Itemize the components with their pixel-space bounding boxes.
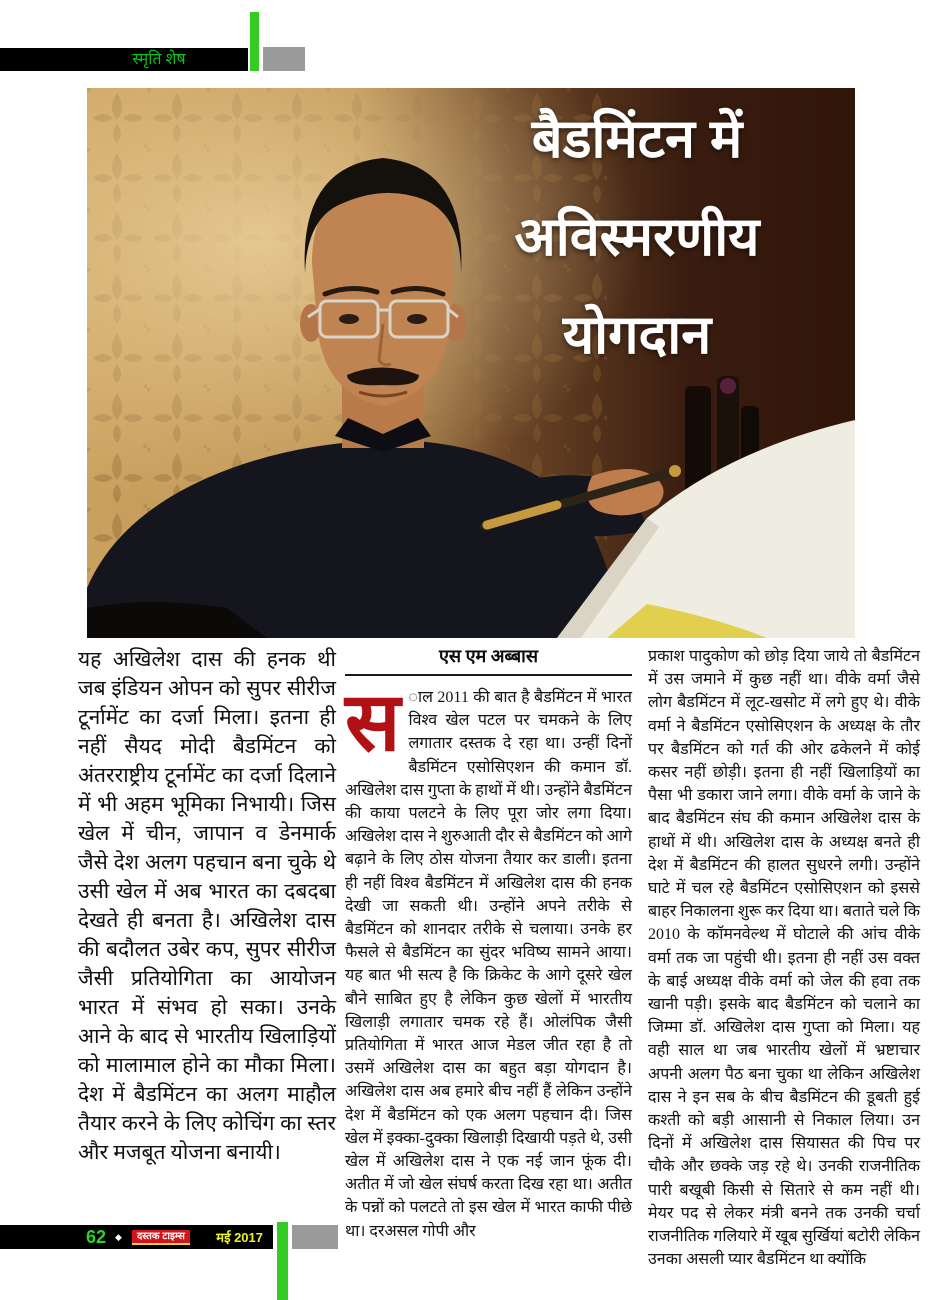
headline-line-2: अविस्मरणीय xyxy=(514,207,760,267)
article-body-col2 xyxy=(345,677,632,1243)
footer-bar xyxy=(0,1225,273,1249)
diamond-icon: ◆ xyxy=(115,1231,122,1242)
top-gray-box xyxy=(263,47,305,71)
article-headline xyxy=(437,90,837,384)
issue-date: मई 2017 xyxy=(216,1230,263,1245)
middle-column xyxy=(345,645,632,1243)
dropcap: स xyxy=(345,677,401,768)
article-body-col3: प्रकाश पादुकोण को छोड़ दिया जाये तो बैडमिंटन में उस जमाने में कुछ नहीं था। वीके वर्मा जैसे लोग बैडमिंटन में लूट-खसोट में लगे हुए थे। वीके वर्मा ने बैडमिंटन एसोसिएशन के अध्यक्ष के तौर पर बैडमिंटन को गर्त की ओर ढकेलने में कोई कसर नहीं छोड़ी। इतना ही नहीं खिलाड़ियों का पैसा भी डकारा जाने लगा। वीके वर्मा के जाने के बाद बैडमिंटन संघ की कमान अखिलेश दास के हाथों में थी। अखिलेश दास के अध्यक्ष बनते ही देश में बैडमिंटन की हालत सुधरने लगी। उन्होंने घाटे में चल रहे बैडमिंटन एसोसिएशन को इससे बाहर निकालना शुरू कर दिया था। बताते चले कि 2010 के कॉमनवेल्थ में घोटाले की आंच वीके वर्मा तक जा पहुंची थी। इतना ही नहीं उस वक्त के बाई अध्यक्ष वीके वर्मा को जेल की हवा तक खानी पड़ी। इसके बाद बैडमिंटन को चलाने का जिम्मा डॉ. अखिलेश दास गुप्ता को मिला। यह वही साल था जब भारतीय खेलों में भ्रष्टाचार अपनी अलग पैठ बना चुका था लेकिन अखिलेश दास ने इन सब के बीच बैडमिंटन की डूबती हुई कश्ती को बड़ी आसानी से निकाल लिया। उन दिनों में अखिलेश दास सियासत की पिच पर चौके और छक्के जड़ रहे थे। उनकी राजनीतिक पारी बखूबी किसी से सितारे से कम नहीं थी। मेयर पद से लेकर मंत्री बनने तक उनकी चर्चा राजनीतिक गलियारे में खूब सुर्खियां बटोरी लेकिन उनका असली प्यार बैडमिंटन था क्योंकि xyxy=(648,648,920,1269)
right-column xyxy=(648,645,920,1271)
bottom-gray-box xyxy=(292,1225,338,1249)
section-label: स्मृति शेष xyxy=(132,51,186,68)
top-green-accent-bar xyxy=(250,12,259,71)
headline-line-3: योगदान xyxy=(562,305,712,365)
intro-column: यह अखिलेश दास की हनक थी जब इंडियन ओपन को सुपर सीरीज टूर्नामेंट का दर्जा मिला। इतना ही नहीं सैयद मोदी बैडमिंटन को अंतरराष्ट्रीय टूर्नामेंट का दर्जा दिलाने में भी अहम भूमिका निभायी। जिस खेल में चीन, जापान व डेनमार्क जैसे देश अलग पहचान बना चुके थे उसी खेल में अब भारत का दबदबा देखते ही बनता है। अखिलेश दास की बदौलत उबेर कप, सुपर सीरीज जैसी प्रतियोगिता का आयोजन भारत में संभव हो सका। उनके आने के बाद से भारतीय खिलाड़ियों को मालामाल होने का मौका मिला। देश में बैडमिंटन का अलग माहौल तैयार करने के लिए कोचिंग का स्तर और मजबूत योजना बनायी। xyxy=(78,647,336,1164)
article-body-col2-text: ाल 2011 की बात है बैडमिंटन में भारत विश्व खेल पटल पर चमकने के लिए लगातार दस्तक दे रहा था। उन्हीं दिनों बैडमिंटन एसोसिएशन की कमान डॉ. अखिलेश दास गुप्ता के हाथों में थी। उन्होंने बैडमिंटन की काया पलटने के लिए पूरा जोर लगा दिया। अखिलेश दास ने शुरुआती दौर से बैडमिंटन को आगे बढ़ाने के लिए ठोस योजना तैयार कर डाली। इतना ही नहीं विश्व बैडमिंटन में अखिलेश दास की हनक देखी जा सकती थी। उन्होंने अपने तरीके से बैडमिंटन को शानदार तरीके से चलाया। उनके हर फैसले से बैडमिंटन का सुंदर भविष्य सामने आया। यह बात भी सत्य है कि क्रिकेट के आगे दूसरे खेल बौने साबित हुए है लेकिन कुछ खेलों में भारतीय खिलाड़ी लगातार चमक रहे हैं। ओलंपिक जैसी प्रतियोगिता में भारत आज मेडल जीत रहा है तो उसमें अखिलेश दास का बहुत बड़ा योगदान है। अखिलेश दास अब हमारे बीच नहीं हैं लेकिन उन्होंने देश में बैडमिंटन को एक अलग पहचान दी। जिस खेल में इक्का-दुक्का खिलाड़ी दिखायी पड़ते थे, उसी खेल में अखिलेश दास ने एक नई जान फूंक दी। अतीत में जो खेल संघर्ष करता दिख रहा था। अतीत के पन्नों को पलटते तो इस खेल में भारत काफी पीछे था। दरअसल गोपी और xyxy=(345,689,632,1240)
page-number: 62 xyxy=(86,1227,107,1247)
bottom-green-accent-bar xyxy=(277,1222,288,1300)
portrait-photo xyxy=(87,88,855,638)
section-header-bar xyxy=(0,48,248,71)
byline: एस एम अब्बास xyxy=(345,645,632,676)
magazine-logo: दस्तक टाइम्स xyxy=(132,1230,190,1245)
headline-line-1: बैडमिंटन में xyxy=(531,109,743,169)
